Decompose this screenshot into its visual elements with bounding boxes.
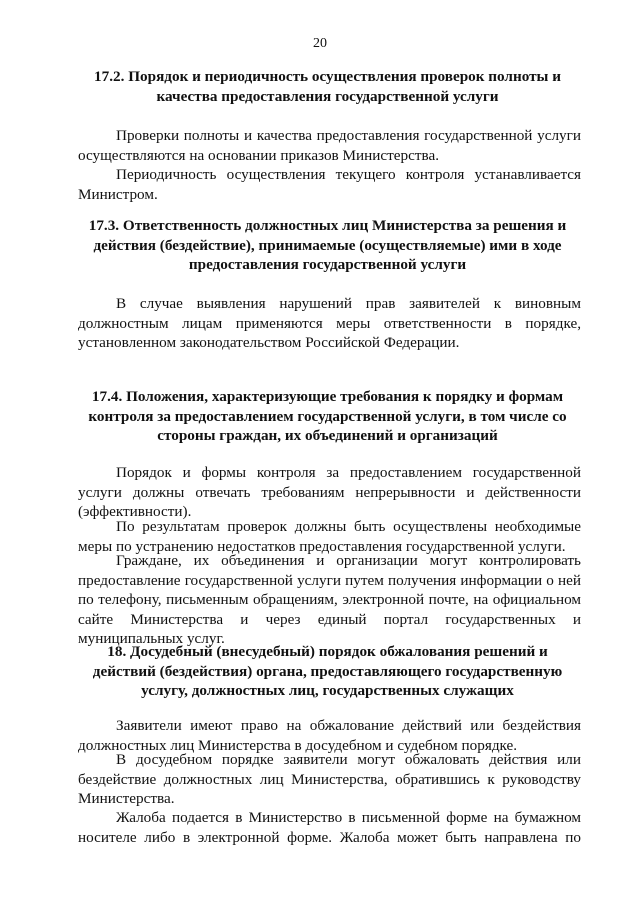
paragraph-line: Заявители имеют право на обжалование действий или бездействия <box>116 717 581 734</box>
paragraph-line: По результатам проверок должны быть осуществлены необходимые <box>116 518 581 535</box>
paragraph-17-4-3 <box>78 551 581 649</box>
paragraph-line: В досудебном порядке заявители могут обжаловать действия или <box>116 751 581 768</box>
paragraph-line: В случае выявления нарушений прав заявителей к виновным <box>116 295 581 312</box>
paragraph-line: (эффективности). <box>78 503 192 520</box>
paragraph-line: Жалоба подается в Министерство в письменной форме на бумажном <box>116 809 581 826</box>
paragraph-line: муниципальных услуг. <box>78 630 225 647</box>
paragraph-line: Периодичность осуществления текущего контроля устанавливается <box>116 166 581 183</box>
heading-line: качества предоставления государственной услуги <box>156 87 499 105</box>
paragraph-line: сайте Министерства и через единый портал государственных и <box>78 610 581 628</box>
paragraph-18-2 <box>78 750 581 809</box>
heading-line: 17.3. Ответственность должностных лиц Министерства за решения и <box>88 217 567 234</box>
paragraph-line: осуществляются на основании приказов Министерства. <box>78 146 440 164</box>
paragraph-line: услуги должны отвечать требованиям непрерывности и действенности <box>78 483 581 501</box>
section-heading-17-2 <box>74 67 581 106</box>
paragraph-18-3 <box>78 808 581 847</box>
paragraph-line: Проверки полноты и качества предоставления государственной услуги <box>116 127 581 144</box>
heading-line: 18. Досудебный (внесудебный) порядок обжалования решений и <box>107 643 548 660</box>
paragraph-line: должностным лицам применяются меры ответственности в порядке, <box>78 314 581 332</box>
heading-line: 17.4. Положения, характеризующие требования к порядку и формам <box>91 388 564 405</box>
paragraph-line: должностных лиц Министерства в досудебном и судебном порядке. <box>78 736 518 754</box>
heading-line: услугу, должностных лиц, государственных служащих <box>141 682 514 699</box>
paragraph-17-4-1 <box>78 463 581 522</box>
paragraph-line: Порядок и формы контроля за предоставлением государственной <box>116 464 581 481</box>
heading-line: действий (бездействия) органа, предоставляющего государственную <box>92 662 563 680</box>
section-heading-17-4 <box>74 387 581 446</box>
heading-line: стороны граждан, их объединений и организаций <box>157 427 498 444</box>
heading-line: действия (бездействие), принимаемые (осуществляемые) ими в ходе <box>93 236 562 254</box>
heading-line: 17.2. Порядок и периодичность осуществления проверок полноты и <box>94 68 561 85</box>
paragraph-line: бездействие должностных лиц Министерства, обратившись к руководству <box>78 770 581 788</box>
page-number: 20 <box>313 36 327 51</box>
paragraph-line: Граждане, их объединения и организации могут контролировать <box>116 552 581 569</box>
heading-line: контроля за предоставлением государственной услуги, в том числе со <box>88 407 567 425</box>
paragraph-line: меры по устранению недостатков предоставления государственной услуги. <box>78 537 566 555</box>
paragraph-line: предоставление государственной услуги путем получения информации о ней <box>78 571 581 589</box>
paragraph-17-3-1 <box>78 294 581 353</box>
paragraph-line: установленном законодательством Российской Федерации. <box>78 334 460 351</box>
paragraph-line: Министром. <box>78 185 158 203</box>
paragraph-line: по телефону, письменным обращениям, электронной почте, на официальном <box>78 591 581 608</box>
section-heading-17-3 <box>74 216 581 275</box>
paragraph-17-2-2 <box>78 165 581 204</box>
heading-line: предоставления государственной услуги <box>188 256 467 273</box>
section-heading-18 <box>74 642 581 701</box>
paragraph-line: Министерства. <box>78 790 175 807</box>
paragraph-17-2-1 <box>78 126 581 165</box>
paragraph-line: носителе либо в электронной форме. Жалоба может быть направлена по <box>78 828 581 846</box>
